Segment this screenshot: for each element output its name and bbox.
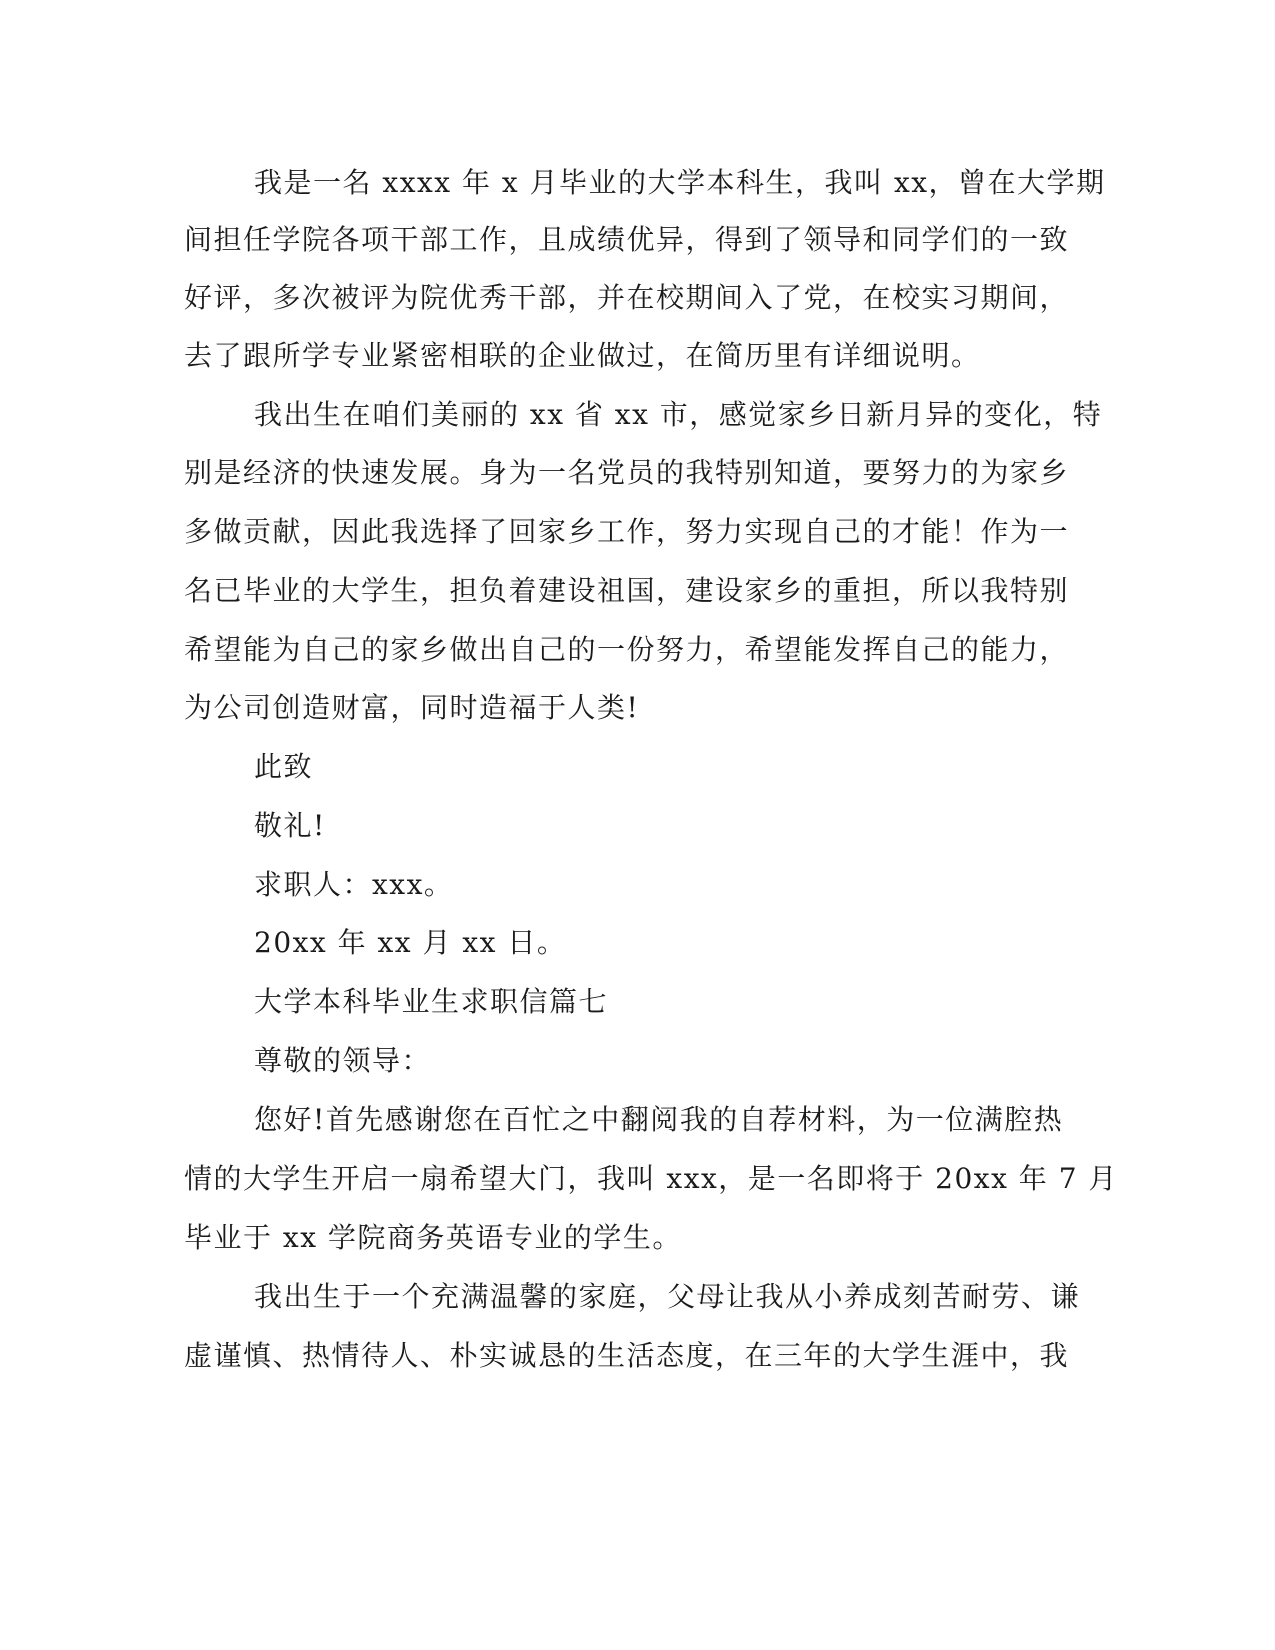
section-title: 大学本科毕业生求职信篇七 (254, 985, 609, 1018)
greeting: 尊敬的领导： (254, 1044, 432, 1077)
paragraph-4-line-1: 我出生于一个充满温馨的家庭，父母让我从小养成刻苦耐劳、谦 (254, 1280, 1081, 1313)
paragraph-2-line-4: 名已毕业的大学生，担负着建设祖国，建设家乡的重担，所以我特别 (184, 574, 1070, 607)
paragraph-3-line-3: 毕业于 xx 学院商务英语专业的学生。 (184, 1221, 682, 1254)
paragraph-1-line-2: 间担任学院各项干部工作，且成绩优异，得到了领导和同学们的一致 (184, 223, 1070, 256)
paragraph-2-line-3: 多做贡献，因此我选择了回家乡工作，努力实现自己的才能！作为一 (184, 515, 1070, 548)
paragraph-2-line-2: 别是经济的快速发展。身为一名党员的我特别知道，要努力的为家乡 (184, 456, 1070, 489)
closing-regards: 敬礼! (254, 809, 326, 842)
paragraph-2-line-1: 我出生在咱们美丽的 xx 省 xx 市，感觉家乡日新月异的变化，特 (254, 398, 1103, 431)
paragraph-3-line-2: 情的大学生开启一扇希望大门，我叫 xxx，是一名即将于 20xx 年 7 月 (184, 1162, 1118, 1195)
letter-date: 20xx 年 xx 月 xx 日。 (254, 926, 567, 959)
paragraph-2-line-6: 为公司创造财富，同时造福于人类! (184, 691, 640, 724)
applicant-signature: 求职人：xxx。 (254, 868, 454, 901)
paragraph-1-line-3: 好评，多次被评为院优秀干部，并在校期间入了党，在校实习期间， (184, 281, 1070, 314)
paragraph-2-line-5: 希望能为自己的家乡做出自己的一份努力，希望能发挥自己的能力， (184, 633, 1070, 666)
closing-salutation: 此致 (254, 750, 314, 783)
paragraph-3-line-1: 您好!首先感谢您在百忙之中翻阅我的自荐材料，为一位满腔热 (254, 1103, 1064, 1136)
paragraph-4-line-2: 虚谨慎、热情待人、朴实诚恳的生活态度，在三年的大学生涯中，我 (184, 1339, 1070, 1372)
paragraph-1-line-1: 我是一名 xxxx 年 x 月毕业的大学本科生，我叫 xx，曾在大学期 (254, 166, 1106, 199)
paragraph-1-line-4: 去了跟所学专业紧密相联的企业做过，在简历里有详细说明。 (184, 339, 981, 372)
